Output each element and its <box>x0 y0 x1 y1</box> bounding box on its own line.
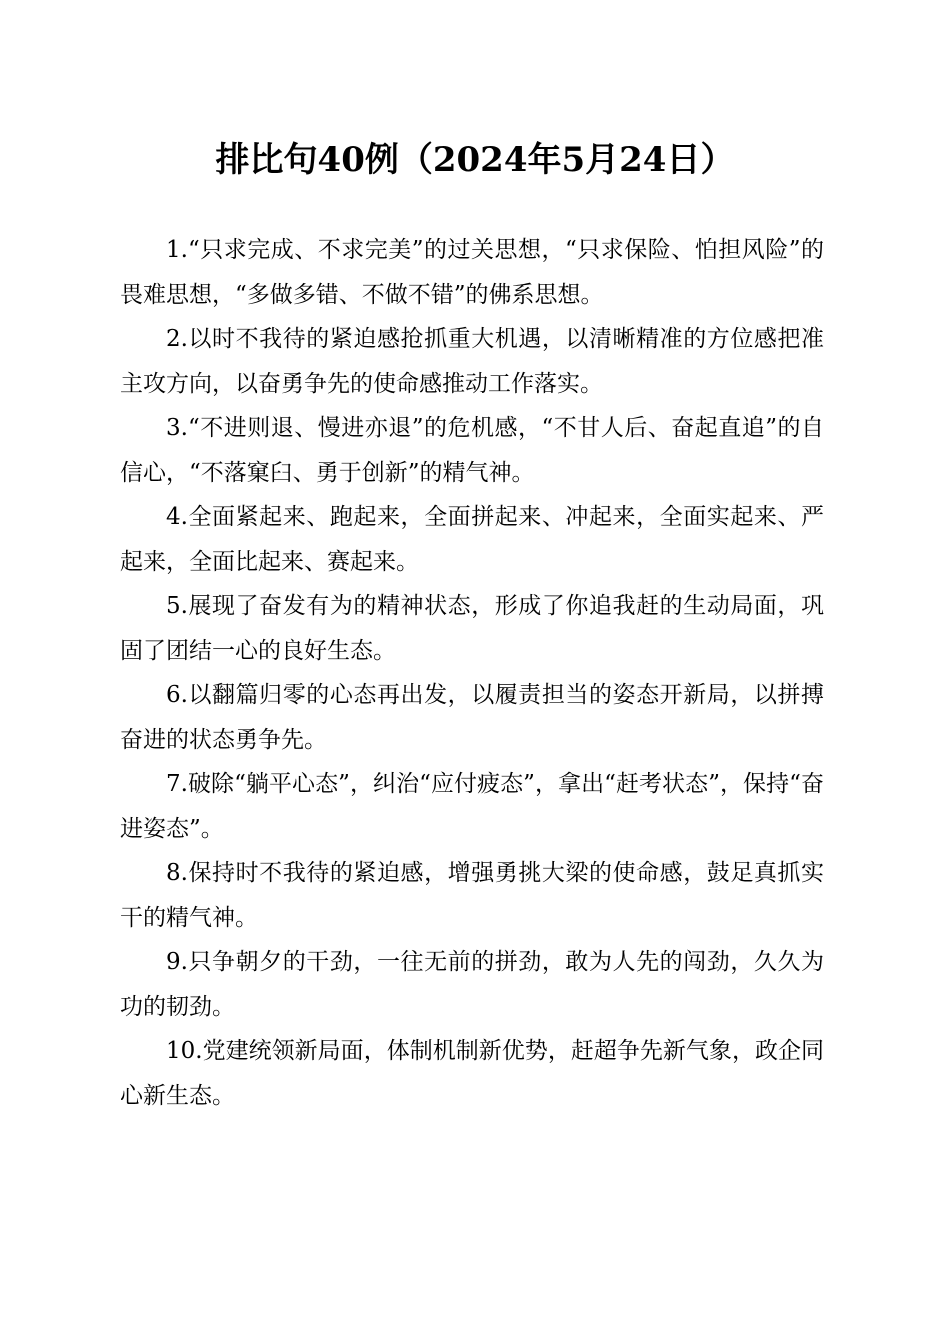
paragraph-5: 5.展现了奋发有为的精神状态，形成了你追我赶的生动局面，巩固了团结一心的良好生态。 <box>120 593 824 664</box>
paragraph-7: 7.破除“躺平心态”，纠治“应付疲态”，拿出“赶考状态”，保持“奋进姿态”。 <box>120 771 824 842</box>
paragraph-9: 9.只争朝夕的干劲，一往无前的拼劲，敢为人先的闯劲，久久为功的韧劲。 <box>120 949 824 1020</box>
paragraph-8: 8.保持时不我待的紧迫感，增强勇挑大梁的使命感，鼓足真抓实干的精气神。 <box>120 860 824 931</box>
paragraph-1: 1.“只求完成、不求完美”的过关思想，“只求保险、怕担风险”的畏难思想，“多做多错、不做不错”的佛系思想。 <box>120 237 824 308</box>
paragraph-4: 4.全面紧起来、跑起来，全面拼起来、冲起来，全面实起来、严起来，全面比起来、赛起来。 <box>120 504 824 575</box>
paragraph-6: 6.以翻篇归零的心态再出发，以履责担当的姿态开新局，以拼搏奋进的状态勇争先。 <box>120 682 824 753</box>
paragraph-10: 10.党建统领新局面，体制机制新优势，赶超争先新气象，政企同心新生态。 <box>120 1038 824 1109</box>
page-title: 排比句40例（2024年5月24日） <box>215 140 735 180</box>
paragraph-2: 2.以时不我待的紧迫感抢抓重大机遇，以清晰精准的方位感把准主攻方向，以奋勇争先的使命感推动工作落实。 <box>120 326 824 397</box>
document-body <box>120 228 824 1118</box>
paragraph-3: 3.“不进则退、慢进亦退”的危机感，“不甘人后、奋起直追”的自信心，“不落窠臼、勇于创新”的精气神。 <box>120 415 824 486</box>
